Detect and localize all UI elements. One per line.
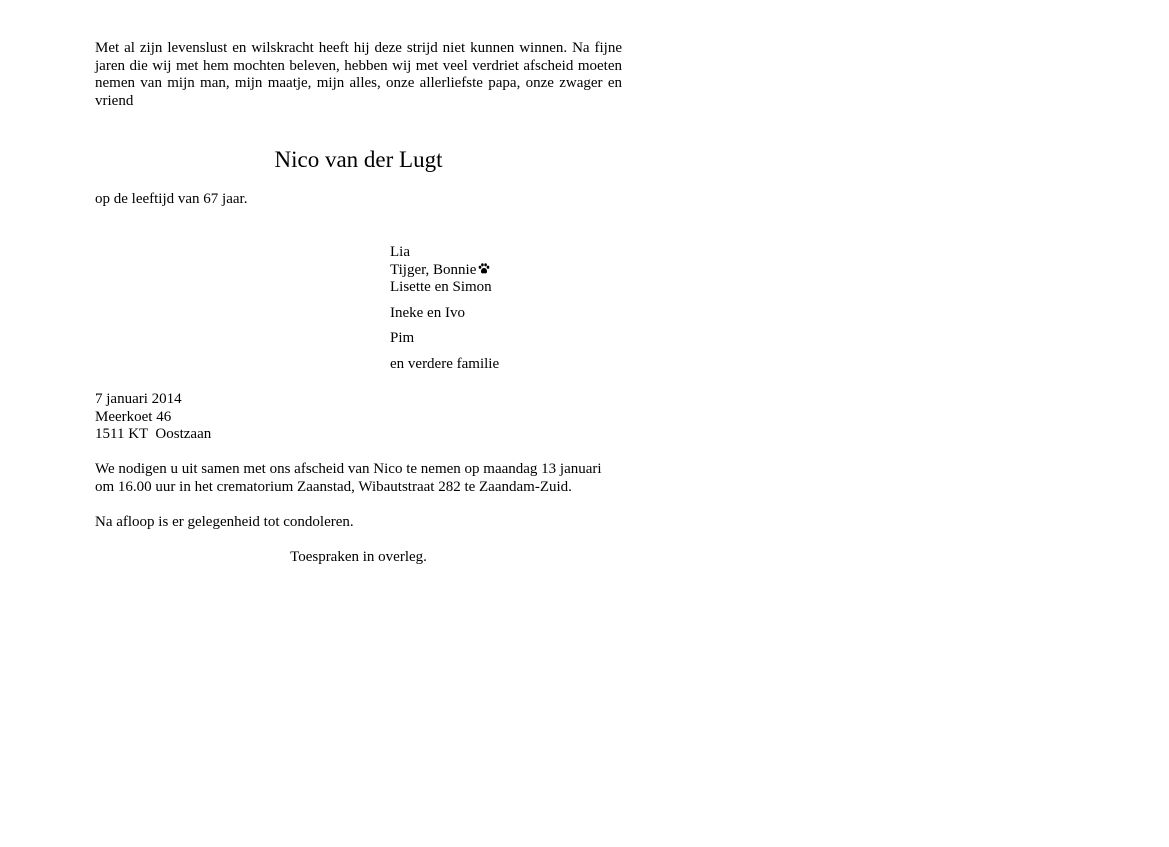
- deceased-name: Nico van der Lugt: [274, 147, 443, 172]
- family-member: Lisette en Simon: [390, 279, 492, 295]
- date-and-address: [95, 391, 211, 444]
- condolence-note: Na afloop is er gelegenheid tot condoleren.: [95, 514, 354, 530]
- address-street: Meerkoet 46: [95, 408, 172, 425]
- age-statement: op de leeftijd van 67 jaar.: [95, 191, 248, 207]
- intro-line: vriend: [95, 92, 134, 109]
- invitation-paragraph: [95, 461, 602, 496]
- family-member: en verdere familie: [390, 355, 500, 372]
- intro-line: Met al zijn levenslust en wilskracht heeft hij deze strijd niet kunnen winnen. Na fijne: [95, 40, 622, 56]
- intro-paragraph: [95, 40, 622, 110]
- family-member-pets: [390, 262, 499, 280]
- intro-line: nemen van mijn man, mijn maatje, mijn alles, onze allerliefste papa, onze zwager en: [95, 75, 622, 91]
- notice-date: 7 januari 2014: [95, 391, 182, 407]
- invitation-line: We nodigen u uit samen met ons afscheid van Nico te nemen op maandag 13 januari: [95, 461, 602, 477]
- invitation-line: om 16.00 uur in het crematorium Zaanstad, Wibautstraat 282 te Zaandam-Zuid.: [95, 478, 572, 495]
- family-member: Ineke en Ivo: [390, 304, 465, 321]
- family-list: [390, 244, 499, 373]
- paw-print-icon: [478, 263, 490, 274]
- family-member: Pim: [390, 330, 415, 346]
- speeches-note: Toespraken in overleg.: [290, 549, 427, 565]
- family-member-label: Tijger, Bonnie: [390, 261, 477, 278]
- address-postal-city: 1511 KT Oostzaan: [95, 426, 212, 442]
- family-member: Lia: [390, 244, 410, 260]
- intro-line: jaren die wij met hem mochten beleven, hebben wij met veel verdriet afscheid moeten: [95, 57, 622, 74]
